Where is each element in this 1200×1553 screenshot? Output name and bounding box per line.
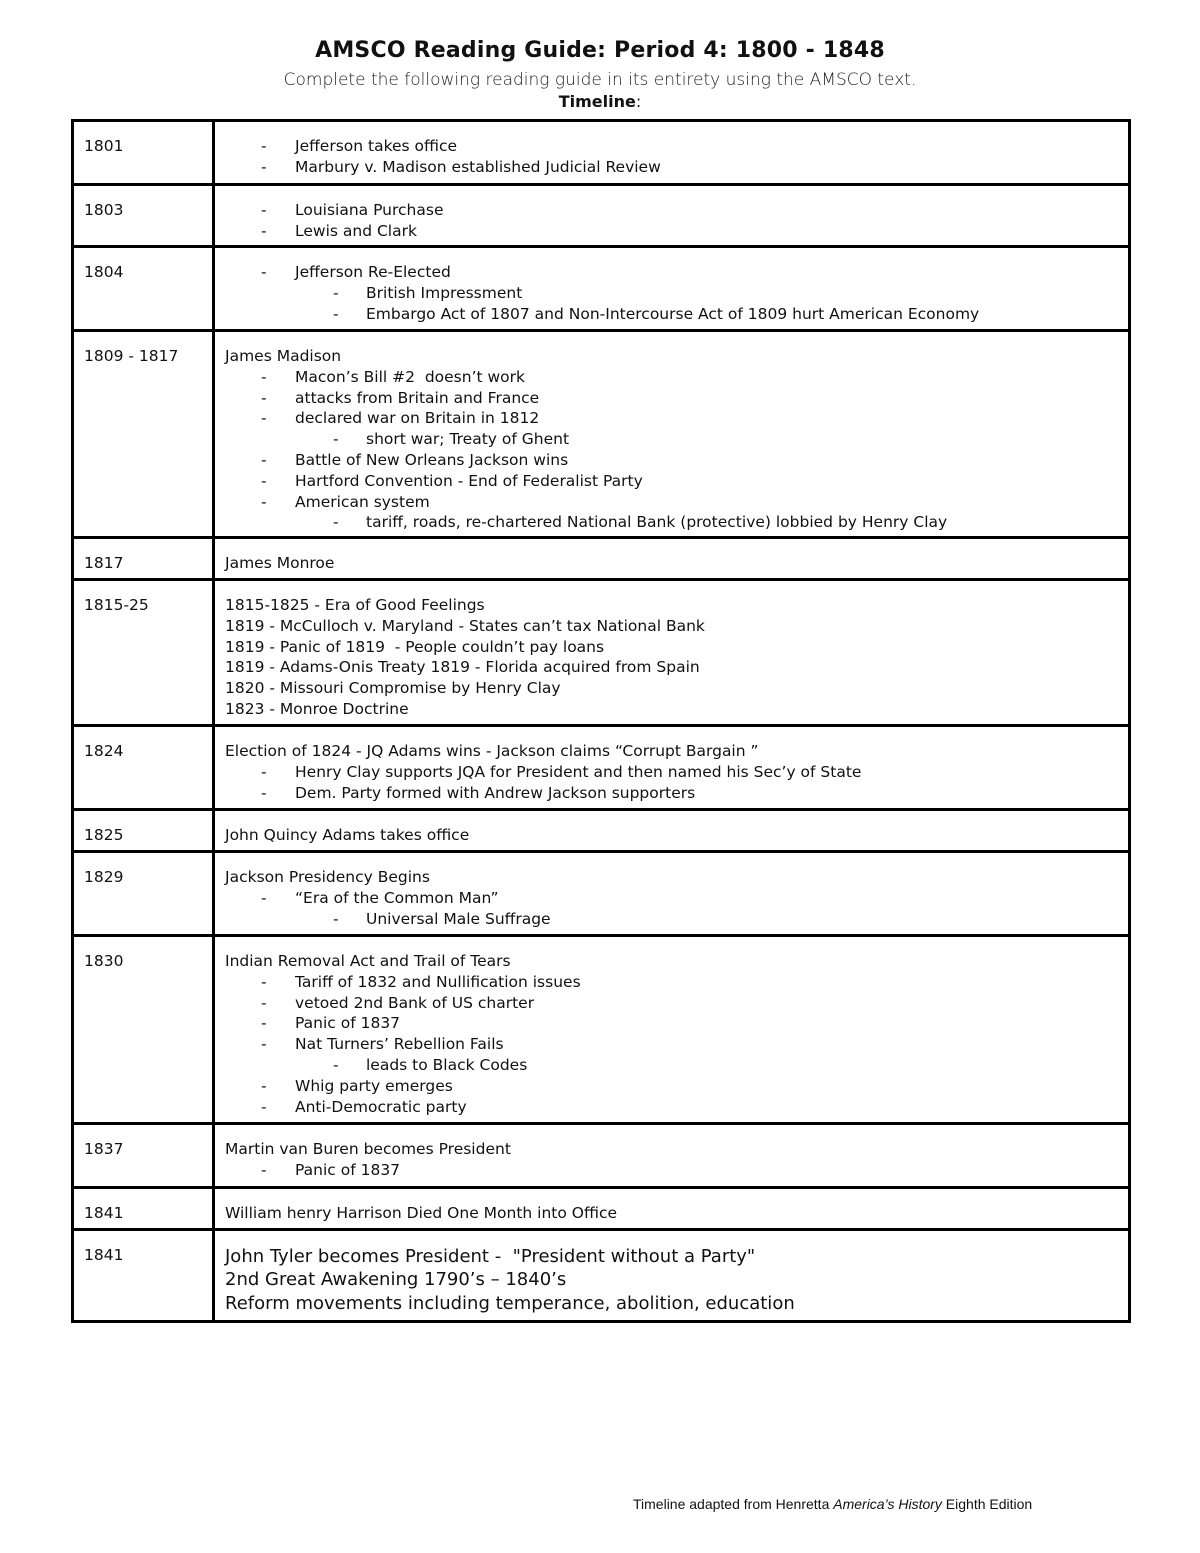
timeline-row [73,810,1130,852]
bullet-dash-icon: - [261,263,267,281]
timeline-year: 1841 [73,1188,214,1230]
document-header [0,36,1200,112]
footer-book-title: America’s History [833,1496,942,1512]
event-text: declared war on Britain in 1812 [295,409,540,428]
timeline-row [73,185,1130,247]
bullet-dash-icon: - [261,993,267,1012]
page-title: AMSCO Reading Guide: Period 4: 1800 - 1848 [315,38,885,63]
timeline-events [214,1188,1130,1230]
event-line [225,637,1128,658]
event-bullet [225,993,1128,1014]
event-text: Nat Turners’ Rebellion Fails [295,1035,504,1054]
event-text: Panic of 1837 [295,1160,401,1179]
event-text: 1820 - Missouri Compromise by Henry Clay [225,679,561,698]
timeline-events [214,185,1130,247]
timeline-row [73,1188,1130,1230]
timeline-year: 1804 [73,247,214,331]
timeline-year: 1803 [73,185,214,247]
event-bullet [225,1034,1128,1055]
bullet-dash-icon: - [261,221,267,240]
event-line [225,616,1128,637]
timeline-table [71,119,1131,1323]
event-subbullet [225,429,1128,450]
timeline-year: 1841 [73,1230,214,1322]
bullet-dash-icon: - [261,972,267,991]
event-text: Henry Clay supports JQA for President and then named his Sec’y of State [295,762,862,781]
event-text: Louisiana Purchase [295,201,444,219]
bullet-dash-icon: - [333,430,339,449]
event-line [225,553,1128,574]
timeline-year: 1817 [73,538,214,580]
source-footer [633,1496,1032,1512]
event-text: short war; Treaty of Ghent [366,430,570,449]
bullet-dash-icon: - [333,513,339,532]
event-text: John Quincy Adams takes office [225,826,470,844]
event-line [225,1139,1128,1160]
timeline-row [73,1124,1130,1188]
event-bullet [225,367,1128,388]
timeline-row [73,726,1130,810]
event-text: Battle of New Orleans Jackson wins [295,450,569,469]
event-bullet [225,1013,1128,1034]
timeline-year: 1809 - 1817 [73,331,214,538]
event-text: vetoed 2nd Bank of US charter [295,993,535,1012]
timeline-table-body [73,121,1130,1322]
timeline-events [214,1230,1130,1322]
event-subbullet [225,512,1128,533]
event-text: Election of 1824 - JQ Adams wins - Jackson claims “Corrupt Bargain ” [225,742,759,760]
timeline-row [73,331,1130,538]
bullet-dash-icon: - [261,471,267,490]
event-text: Reform movements including temperance, abolition, education [225,1292,795,1314]
event-text: Hartford Convention - End of Federalist Party [295,471,643,490]
timeline-year: 1801 [73,121,214,185]
event-text: Whig party emerges [295,1076,453,1095]
page-subtitle: Complete the following reading guide in its entirety using the AMSCO text. [283,70,917,90]
event-text: 1819 - Adams-Onis Treaty 1819 - Florida acquired from Spain [225,658,700,677]
event-line [225,1268,1128,1291]
timeline-events [214,726,1130,810]
bullet-dash-icon: - [261,409,267,428]
timeline-row [73,538,1130,580]
bullet-dash-icon: - [261,492,267,511]
timeline-heading [0,92,1200,112]
bullet-dash-icon: - [261,201,267,219]
event-bullet [225,408,1128,429]
timeline-row [73,247,1130,331]
event-text: Macon’s Bill #2 doesn’t work [295,367,526,386]
event-line [225,699,1128,720]
event-subbullet [225,909,1128,930]
event-bullet [225,136,1128,157]
event-subbullet [225,283,1128,304]
event-line [225,867,1128,888]
event-bullet [225,388,1128,409]
bullet-dash-icon: - [261,137,267,155]
event-text: Indian Removal Act and Trail of Tears [225,952,511,970]
event-bullet [225,262,1128,283]
event-text: Jefferson Re-Elected [295,263,451,281]
timeline-events [214,810,1130,852]
footer-prefix: Timeline adapted from Henretta [633,1496,834,1512]
timeline-year: 1837 [73,1124,214,1188]
event-text: John Tyler becomes President - "President without a Party" [225,1246,756,1267]
bullet-dash-icon: - [333,304,339,323]
bullet-dash-icon: - [261,888,267,907]
timeline-events [214,1124,1130,1188]
event-text: 2nd Great Awakening 1790’s – 1840’s [225,1269,567,1291]
timeline-events [214,580,1130,726]
timeline-events [214,852,1130,936]
bullet-dash-icon: - [261,1160,267,1179]
event-bullet [225,888,1128,909]
event-line [225,1292,1128,1315]
event-text: American system [295,492,430,511]
bullet-dash-icon: - [333,909,339,928]
event-line [225,346,1128,367]
event-text: Embargo Act of 1807 and Non-Intercourse Act of 1809 hurt American Economy [366,304,980,323]
event-bullet [225,471,1128,492]
event-line [225,1203,1128,1224]
timeline-row [73,1230,1130,1322]
event-text: Tariff of 1832 and Nullification issues [295,972,581,991]
event-bullet [225,1160,1128,1181]
bullet-dash-icon: - [333,1055,339,1074]
bullet-dash-icon: - [261,1076,267,1095]
event-bullet [225,783,1128,804]
event-text: James Madison [225,347,342,365]
event-bullet [225,1097,1128,1118]
event-text: Dem. Party formed with Andrew Jackson supporters [295,783,696,802]
event-line [225,678,1128,699]
timeline-events [214,121,1130,185]
event-bullet [225,221,1128,242]
event-bullet [225,762,1128,783]
bullet-dash-icon: - [261,783,267,802]
event-text: British Impressment [366,283,523,302]
event-line [225,595,1128,616]
bullet-dash-icon: - [261,1035,267,1054]
bullet-dash-icon: - [261,388,267,407]
bullet-dash-icon: - [261,1014,267,1033]
event-bullet [225,200,1128,221]
event-subbullet [225,1055,1128,1076]
bullet-dash-icon: - [333,283,339,302]
event-text: Panic of 1837 [295,1014,401,1033]
timeline-events [214,247,1130,331]
event-text: Marbury v. Madison established Judicial Review [295,157,661,176]
bullet-dash-icon: - [261,450,267,469]
event-line [225,741,1128,762]
event-text: Anti-Democratic party [295,1097,467,1116]
event-text: William henry Harrison Died One Month into Office [225,1204,618,1222]
event-text: Universal Male Suffrage [366,909,551,928]
event-bullet [225,1076,1128,1097]
timeline-year: 1824 [73,726,214,810]
event-text: 1819 - Panic of 1819 - People couldn’t pay loans [225,637,605,656]
event-text: 1823 - Monroe Doctrine [225,699,409,718]
timeline-events [214,331,1130,538]
event-text: Lewis and Clark [295,221,417,240]
event-text: tariff, roads, re-chartered National Bank (protective) lobbied by Henry Clay [366,513,948,532]
event-text: “Era of the Common Man” [295,888,499,907]
event-text: Jackson Presidency Begins [225,868,430,886]
timeline-label: Timeline [558,92,636,111]
timeline-year: 1815-25 [73,580,214,726]
event-text: 1819 - McCulloch v. Maryland - States can’t tax National Bank [225,616,705,635]
event-text: Martin van Buren becomes President [225,1140,511,1158]
event-line [225,825,1128,846]
timeline-row [73,580,1130,726]
bullet-dash-icon: - [261,367,267,386]
timeline-row [73,936,1130,1124]
event-line [225,1245,1128,1268]
event-bullet [225,450,1128,471]
timeline-year: 1830 [73,936,214,1124]
timeline-colon: : [635,92,642,111]
bullet-dash-icon: - [261,1097,267,1116]
timeline-events [214,538,1130,580]
footer-suffix: Eighth Edition [941,1496,1033,1512]
event-subbullet [225,304,1128,325]
timeline-row [73,852,1130,936]
event-text: 1815-1825 - Era of Good Feelings [225,596,485,614]
event-text: Jefferson takes office [295,137,458,155]
timeline-events [214,936,1130,1124]
event-text: leads to Black Codes [366,1055,528,1074]
bullet-dash-icon: - [261,157,267,176]
event-text: James Monroe [225,554,335,572]
timeline-year: 1829 [73,852,214,936]
timeline-row [73,121,1130,185]
event-bullet [225,157,1128,178]
event-line [225,657,1128,678]
event-text: attacks from Britain and France [295,388,540,407]
timeline-year: 1825 [73,810,214,852]
event-line [225,951,1128,972]
bullet-dash-icon: - [261,762,267,781]
event-bullet [225,492,1128,513]
event-bullet [225,972,1128,993]
